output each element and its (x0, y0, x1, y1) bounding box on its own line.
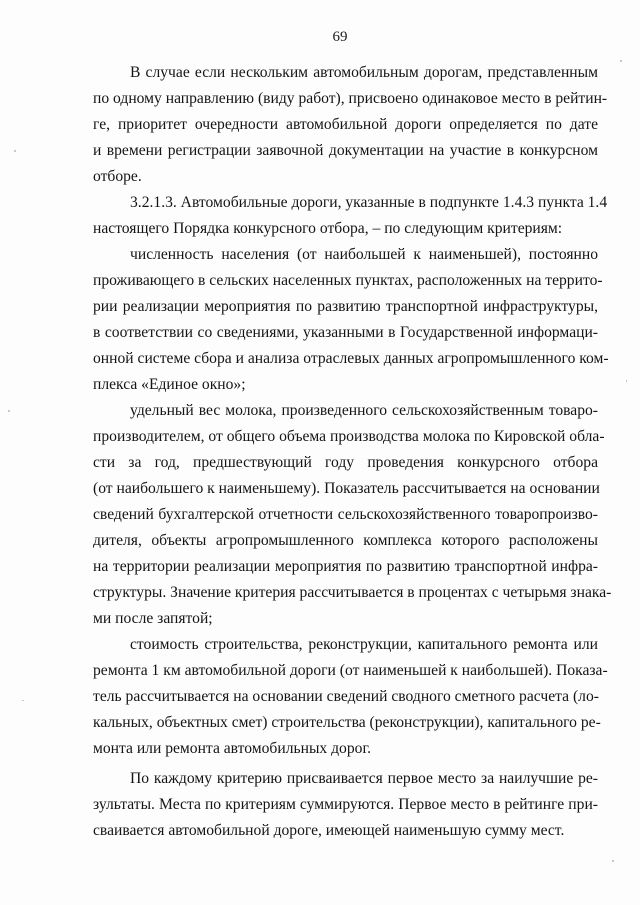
text-line: на территории реализации мероприятия по развитию транспортной инфра- (93, 558, 598, 575)
text-line: стоимость строительства, реконструкции, капитального ремонта или (130, 636, 598, 653)
text-line: зультаты. Места по критериям суммируются. Первое место в рейтинге при- (93, 796, 598, 813)
text-line: дителя, объекты агропромышленного комплекса которого расположены (93, 532, 598, 549)
text-line: 3.2.1.3. Автомобильные дороги, указанные в подпункте 1.4.3 пункта 1.4 (130, 194, 608, 211)
text-line: онной системе сбора и анализа отраслевых данных агропромышленного ком- (93, 350, 609, 367)
text-line: ми после запятой; (93, 610, 213, 627)
scan-speck (612, 860, 614, 862)
text-line: (от наибольшего к наименьшему). Показатель рассчитывается на основании (93, 480, 600, 497)
scan-speck (8, 410, 10, 412)
text-line: настоящего Порядка конкурсного отбора, – по следующим критериям: (93, 220, 563, 237)
text-line: сти за год, предшествующий году проведения конкурсного отбора (93, 454, 598, 471)
page-number: 69 (332, 29, 348, 45)
scan-speck (14, 150, 16, 152)
text-line: удельный вес молока, произведенного сельскохозяйственным товаро- (130, 402, 598, 419)
text-line: и времени регистрации заявочной документации на участие в конкурсном (93, 142, 598, 159)
text-line: в соответствии со сведениями, указанными в Государственной информаци- (93, 324, 598, 341)
text-line: В случае если нескольким автомобильным дорогам, представленным (130, 64, 598, 81)
scan-speck (22, 700, 24, 701)
text-line: монта или ремонта автомобильных дорог. (93, 740, 371, 757)
text-line: производителем, от общего объема производства молока по Кировской обла- (93, 428, 605, 445)
scan-speck (620, 60, 622, 62)
text-line: по одному направлению (виду работ), присвоено одинаковое место в рейтин- (93, 90, 608, 107)
scan-speck (626, 380, 627, 382)
text-line: проживающего в сельских населенных пунктах, расположенных на террито- (93, 272, 603, 289)
text-line: структуры. Значение критерия рассчитывается в процентах с четырьмя знака- (93, 584, 612, 601)
text-line: рии реализации мероприятия по развитию транспортной инфраструктуры, (93, 298, 598, 315)
text-line: ге, приоритет очередности автомобильной дороги определяется по дате (93, 116, 598, 133)
text-line: тель рассчитывается на основании сведений сводного сметного расчета (ло- (93, 688, 599, 705)
text-line: плекса «Единое окно»; (93, 376, 246, 393)
text-line: кальных, объектных смет) строительства (реконструкции), капитального ре- (93, 714, 601, 731)
text-line: сваивается автомобильной дороге, имеющей наименьшую сумму мест. (93, 822, 565, 839)
text-line: отборе. (93, 168, 142, 185)
text-line: сведений бухгалтерской отчетности сельскохозяйственного товаропроизво- (93, 506, 598, 523)
text-line: ремонта 1 км автомобильной дороги (от наименьшей к наибольшей). Показа- (93, 662, 608, 679)
text-line: По каждому критерию присваивается первое место за наилучшие ре- (130, 770, 598, 787)
text-line: численность населения (от наибольшей к наименьшей), постоянно (130, 246, 598, 263)
